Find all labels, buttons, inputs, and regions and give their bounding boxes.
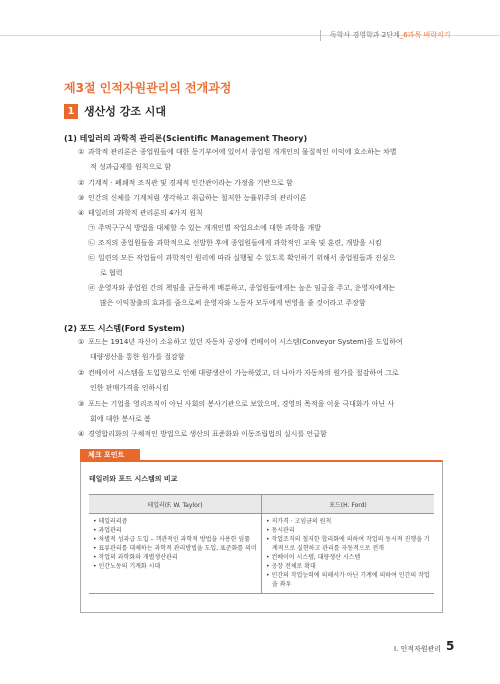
item-continuation: 많은 이익창출의 효과를 줌으로써 운영자와 노동자 모두에게 번영을 줄 것이라고 주장함	[100, 299, 366, 307]
item-text: 조직의 종업원들을 과학적으로 선발한 후에 종업원들에게 과학적인 교육 및 훈련, 개발을 시킴	[98, 239, 382, 247]
item-marker: ④	[78, 430, 85, 438]
item-text: 포드는 기업을 영리조직이 아닌 사회의 봉사기관으로 보았으며, 경영의 목적을 이윤 극대화가 아닌 사	[88, 400, 395, 408]
item-continuation: 대량생산을 통한 원가를 절감함	[90, 353, 185, 361]
sub-list-item	[88, 251, 463, 281]
item-continuation: 인한 판매가격을 인하시킴	[90, 384, 169, 392]
list-item	[78, 397, 463, 427]
item-text: 주먹구구식 방법을 대체할 수 있는 개개인별 작업요소에 대한 과학을 개발	[98, 224, 321, 232]
list-item	[78, 366, 463, 396]
chapter-title: 제3절 인적자원관리의 전개과정	[64, 81, 232, 95]
item-marker: ㉣	[88, 284, 95, 292]
page-number: 5	[446, 639, 455, 653]
item-marker: ④	[78, 209, 85, 217]
item-continuation: 회에 대한 봉사로 봄	[90, 415, 151, 423]
item-marker: ②	[78, 369, 85, 377]
sub-list-item	[88, 221, 463, 236]
header-tick	[320, 30, 321, 41]
list-item: • 저가격 · 고임금의 원칙	[266, 518, 332, 525]
column-header-ford: 포드(H. Ford)	[262, 495, 435, 514]
item-text: 인간의 신체를 기계처럼 생각하고 취급하는 철저한 능률위주의 관리이론	[88, 194, 307, 202]
list-item: • 작업의 과학화와 개별생산관리	[93, 554, 178, 561]
table-row	[89, 514, 434, 594]
check-point-box	[80, 460, 443, 613]
item-marker: ㉡	[88, 239, 95, 247]
item-text: 기계적 · 폐쇄적 조직관 및 경제적 인간관이라는 가정을 기반으로 함	[88, 179, 293, 187]
item-text: 테일러의 과학적 관리론의 4가지 원칙	[88, 209, 203, 217]
list-item	[78, 176, 463, 191]
item-marker: ①	[78, 338, 85, 346]
list-item: • 인간의 작업능력에 의해서가 아닌 기계에 의하여 인간의 작업을 좌우	[266, 572, 430, 588]
item-continuation: 적 성과급제를 원칙으로 함	[90, 163, 172, 171]
list-item	[78, 145, 463, 175]
item-text: 일련의 모든 작업들이 과학적인 원리에 따라 실행될 수 있도록 확인하기 위해서 종업원들과 진심으	[98, 254, 396, 262]
item-continuation: 로 협력	[100, 269, 123, 277]
item-marker: ③	[78, 400, 85, 408]
list-item	[78, 427, 463, 442]
item-text: 포드는 1914년 자신이 소유하고 있던 자동차 공장에 컨베이어 시스템(Conveyor System)을 도입하여	[88, 338, 403, 346]
item-marker: ③	[78, 194, 85, 202]
subsection-title-ford: (2) 포드 시스템(Ford System)	[64, 324, 185, 333]
footer-chapter: Ⅰ. 인적자원관리	[394, 645, 442, 653]
item-text: 운영자와 종업원 간의 책임을 균등하게 배분하고, 종업원들에게는 높은 임금을 주고, 운영자에게는	[98, 284, 396, 292]
sub-list-item	[88, 236, 463, 251]
item-text: 경영합리화의 구체적인 방법으로 생산의 표준화와 이동조립법의 실시를 언급함	[88, 430, 327, 438]
list-item	[78, 335, 463, 365]
running-header	[330, 30, 451, 40]
section-title: 생산성 강조 시대	[84, 105, 167, 118]
list-item: • 테일러리즘	[93, 518, 128, 525]
subsection-title-taylor: (1) 테일러의 과학적 관리론(Scientific Management Theory)	[64, 134, 308, 143]
list-item: • 작업조직의 철저한 합리화에 의하여 작업의 동시적 진행을 기계적으로 실현하고 관리를 자동적으로 전개	[266, 536, 430, 552]
header-prefix: 독학사 경영학과 2단계	[330, 31, 400, 39]
comparison-table	[89, 494, 434, 594]
list-item: • 인간노동의 기계화 시대	[93, 563, 161, 570]
item-marker: ①	[78, 148, 85, 156]
header-highlight: _6과목 벼락치기	[399, 31, 451, 39]
list-item: • 차별적 성과급 도입 – 객관적인 과학적 방법을 사용한 임률	[93, 536, 251, 543]
list-item: • 컨베이어 시스템, 대량생산 시스템	[266, 554, 361, 561]
sub-list-item	[88, 281, 463, 311]
check-point-title: 테일러와 포드 시스템의 비교	[89, 475, 178, 483]
item-text: 과학적 관리론은 종업원들에 대한 동기부여에 있어서 종업원 개개인의 물질적인 이익에 호소하는 차별	[88, 148, 397, 156]
item-marker: ㉠	[88, 224, 95, 232]
list-item: • 공장 전체로 확대	[266, 563, 316, 570]
section-number-badge: 1	[64, 104, 78, 119]
ford-cell	[262, 514, 435, 594]
list-item: • 동시관리	[266, 527, 295, 534]
item-text: 컨베이어 시스템을 도입함으로 인해 대량생산이 가능하였고, 더 나아가 자동차의 원가를 절감하여 그로	[88, 369, 399, 377]
list-item	[78, 206, 463, 221]
column-header-taylor: 테일러(F. W. Taylor)	[89, 495, 262, 514]
list-item	[78, 191, 463, 206]
item-marker: ㉢	[88, 254, 95, 262]
taylor-cell	[89, 514, 262, 594]
list-item: • 표류관리를 대체하는 과학적 관리방법을 도입, 표준화를 의미	[93, 545, 257, 552]
table-header-row	[89, 495, 434, 514]
item-marker: ②	[78, 179, 85, 187]
check-point-label: 체크 포인트	[80, 449, 140, 462]
list-item: • 과업관리	[93, 527, 122, 534]
